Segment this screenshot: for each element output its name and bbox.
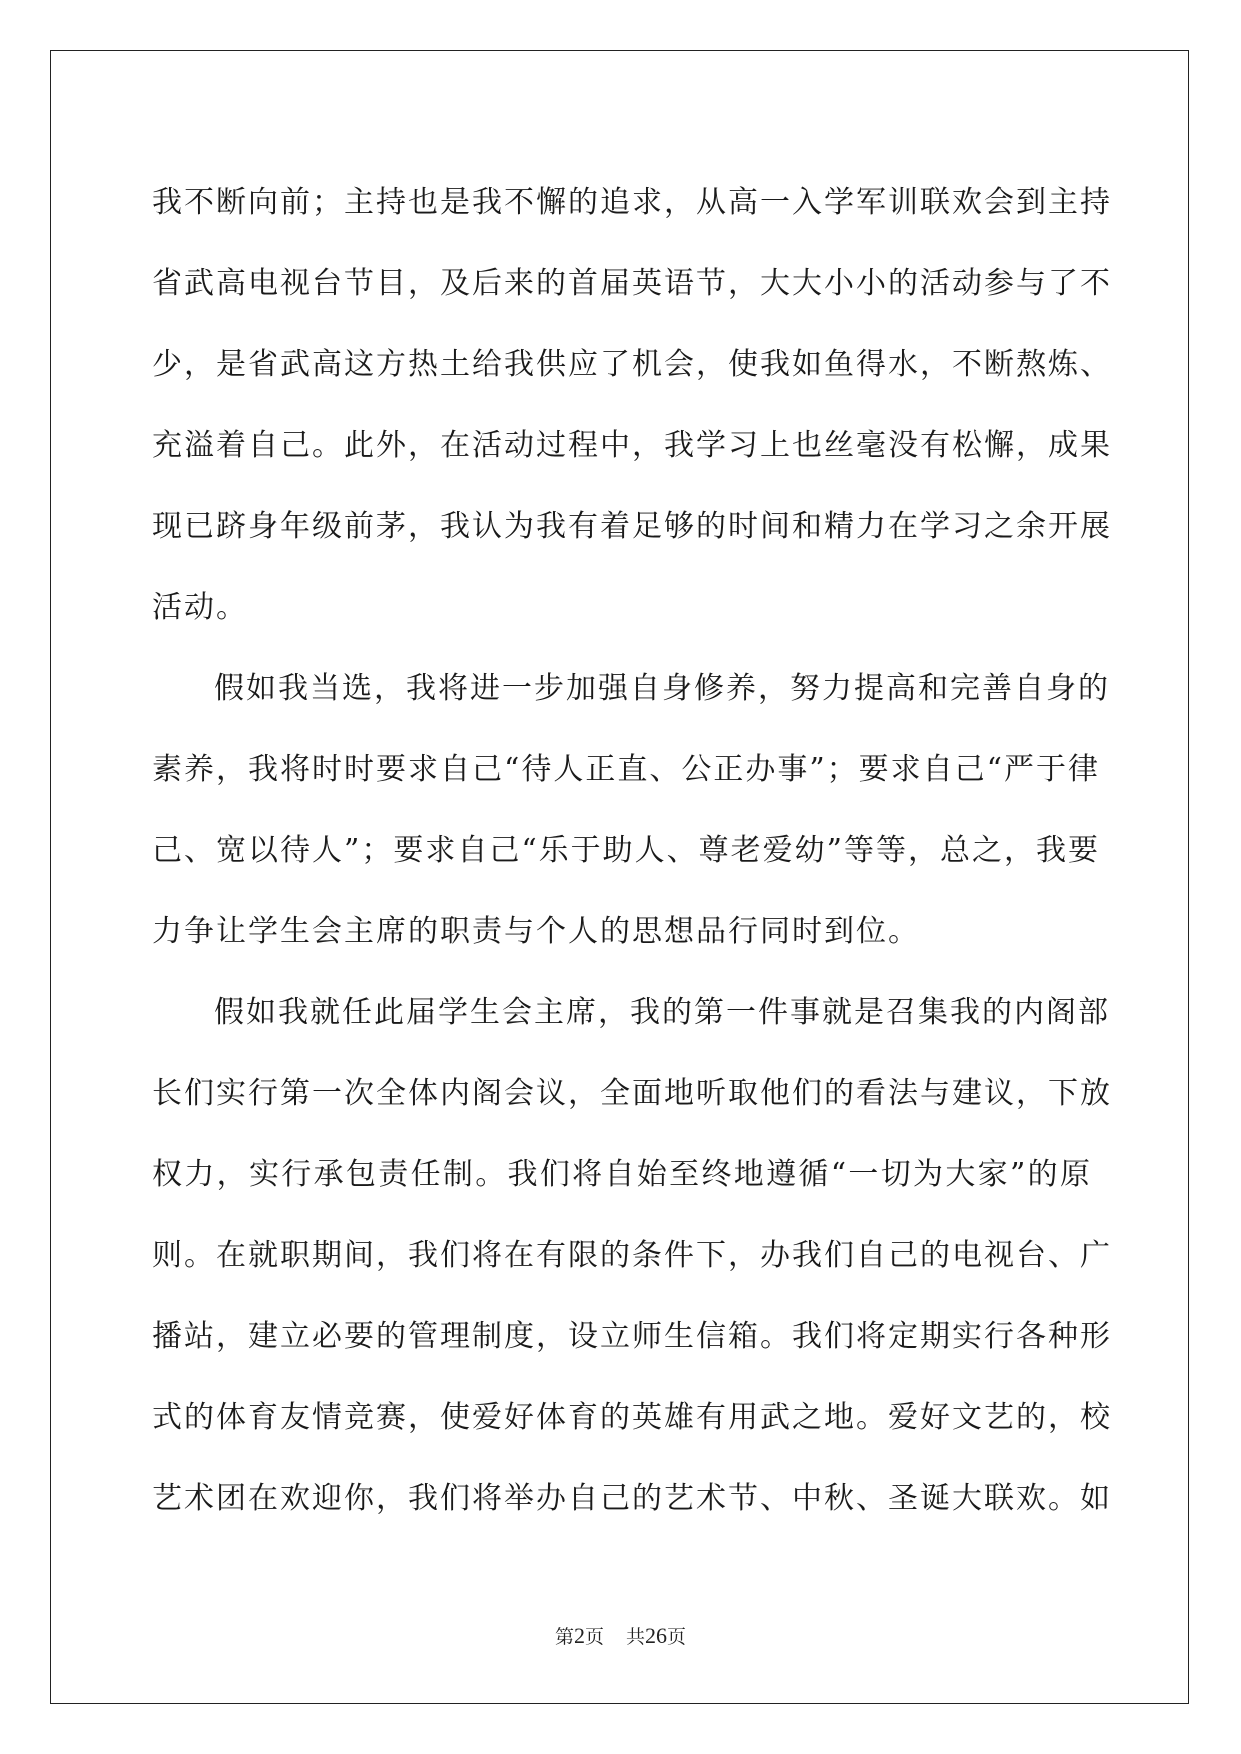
- total-pages: 26: [645, 1623, 668, 1648]
- text-line: 播站，建立必要的管理制度，设立师生信箱。我们将定期实行各种形: [152, 1319, 1112, 1354]
- text-line: 我不断向前；主持也是我不懈的追求，从高一入学军训联欢会到主持: [152, 185, 1112, 220]
- text-line: 活动。: [152, 590, 248, 625]
- total-prefix: 共: [626, 1626, 646, 1648]
- page-prefix: 第: [554, 1626, 574, 1648]
- document-body: [152, 162, 1112, 1539]
- paragraph: [152, 648, 1110, 972]
- total-suffix: 页: [667, 1626, 687, 1648]
- text-line: 己、宽以待人”；要求自己“乐于助人、尊老爱幼”等等，总之，我要: [152, 833, 1101, 868]
- text-line: 艺术团在欢迎你，我们将举办自己的艺术节、中秋、圣诞大联欢。如: [152, 1481, 1112, 1516]
- paragraph: [152, 972, 1112, 1539]
- text-line: 权力，实行承包责任制。我们将自始至终地遵循“一切为大家”的原: [152, 1157, 1092, 1192]
- text-line: 少，是省武高这方热土给我供应了机会，使我如鱼得水，不断熬炼、: [152, 347, 1112, 382]
- text-line: 则。在就职期间，我们将在有限的条件下，办我们自己的电视台、广: [152, 1238, 1112, 1273]
- page-suffix: 页: [584, 1626, 604, 1648]
- page-footer: [0, 1622, 1241, 1649]
- text-line: 现已跻身年级前茅，我认为我有着足够的时间和精力在学习之余开展: [152, 509, 1112, 544]
- page-number: 2: [573, 1623, 585, 1648]
- text-line: 假如我就任此届学生会主席，我的第一件事就是召集我的内阁部: [214, 995, 1110, 1030]
- text-line: 素养，我将时时要求自己“待人正直、公正办事”；要求自己“严于律: [152, 752, 1101, 787]
- text-line: 式的体育友情竞赛，使爱好体育的英雄有用武之地。爱好文艺的，校: [152, 1400, 1112, 1435]
- text-line: 长们实行第一次全体内阁会议，全面地听取他们的看法与建议，下放: [152, 1076, 1112, 1111]
- text-line: 省武高电视台节目，及后来的首届英语节，大大小小的活动参与了不: [152, 266, 1112, 301]
- paragraph: [152, 162, 1112, 648]
- text-line: 充溢着自己。此外，在活动过程中，我学习上也丝毫没有松懈，成果: [152, 428, 1112, 463]
- text-line: 假如我当选，我将进一步加强自身修养，努力提高和完善自身的: [214, 671, 1110, 706]
- text-line: 力争让学生会主席的职责与个人的思想品行同时到位。: [152, 914, 920, 949]
